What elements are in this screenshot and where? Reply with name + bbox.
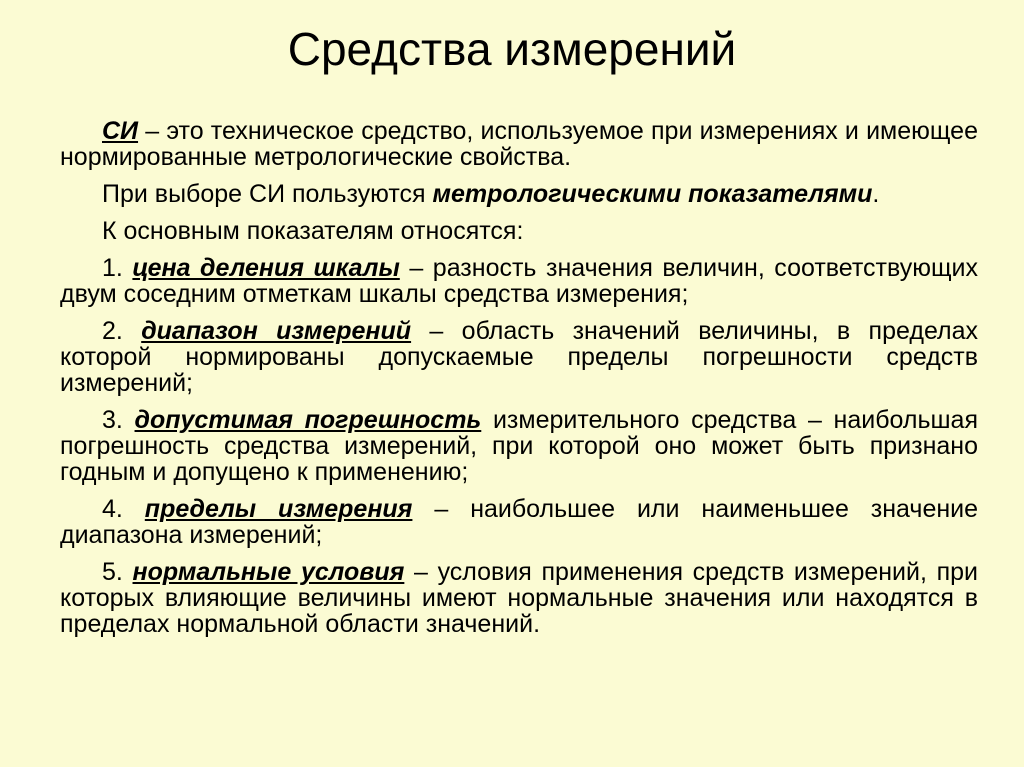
slide-body xyxy=(60,118,978,637)
item-text: – область значений величины, в пределах которой нормированы допускаемые пределы погрешности средств измерений; xyxy=(60,317,979,397)
item-term: цена деления шкалы xyxy=(132,254,400,282)
item-term: нормальные условия xyxy=(132,558,405,586)
definition-paragraph xyxy=(60,118,978,170)
item-number: 4. xyxy=(102,495,145,523)
list-item xyxy=(60,318,978,396)
item-text: – условия применения средств измерений, при которых влияющие величины имеют нормальные значения или находятся в пределах нормальной области значений. xyxy=(60,558,978,638)
selection-text: При выборе СИ пользуются xyxy=(102,180,433,208)
list-item xyxy=(60,255,978,307)
term-si: СИ xyxy=(102,117,139,145)
item-number: 2. xyxy=(102,317,142,345)
item-term: допустимая погрешность xyxy=(134,406,482,434)
page-title: Средства измерений xyxy=(287,23,737,75)
item-text: – разность значения величин, соответствующих двум соседним отметкам шкалы средства измерения; xyxy=(60,254,979,308)
term-metrological-indicators: метрологическими показателями xyxy=(432,180,873,208)
item-term: диапазон измерений xyxy=(141,317,412,345)
list-item xyxy=(60,559,978,637)
item-number: 5. xyxy=(102,558,133,586)
item-text: – наибольшее или наименьшее значение диапазона измерений; xyxy=(60,495,979,549)
item-number: 1. xyxy=(102,254,133,282)
indicators-intro: К основным показателям относятся: xyxy=(102,217,524,245)
list-item xyxy=(60,407,978,485)
selection-paragraph xyxy=(60,181,978,207)
selection-end: . xyxy=(872,180,880,208)
item-text: измерительного средства – наибольшая погрешность средства измерений, при которой оно может быть признано годным и допущено к применению; xyxy=(60,406,978,486)
list-item xyxy=(60,496,978,548)
definition-text: – это техническое средство, используемое при измерениях и имеющее нормированные метрологические свойства. xyxy=(60,117,978,171)
item-number: 3. xyxy=(102,406,135,434)
item-term: пределы измерения xyxy=(144,495,413,523)
